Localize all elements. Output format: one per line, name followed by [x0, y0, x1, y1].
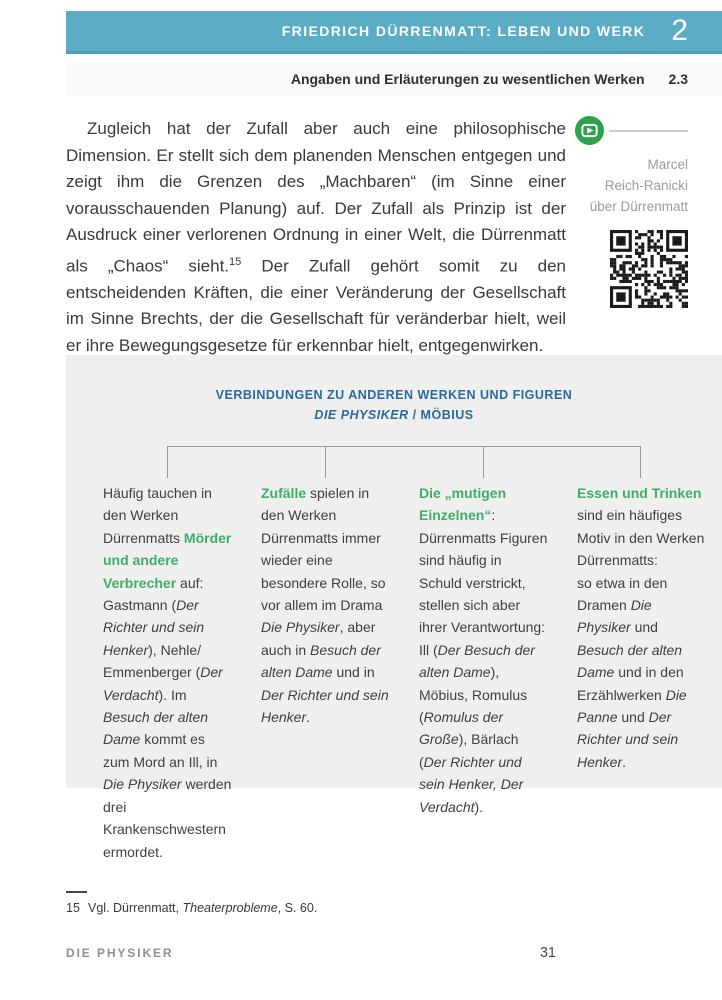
section-title: Angaben und Erläuterungen zu wesentlichen Werken [290, 71, 645, 87]
connector-tick [483, 447, 484, 478]
chapter-number: 2 [671, 14, 688, 47]
footnote [66, 901, 317, 915]
video-play-icon[interactable] [575, 116, 604, 145]
chapter-title: FRIEDRICH DÜRRENMATT: LEBEN UND WERK [281, 23, 646, 39]
infobox-column-eat-drink: Essen und Trinken sind ein häufiges Motiv in den Werken Dürrenmatts: so etwa in den Dramen Die Physiker und Besuch der alten Dame und in den Erzählwerken Die Panne und Der Richter und sein Henker. [577, 485, 705, 770]
infobox-column-murderers: Häufig tauchen in den Werken Dürrenmatts Mörder und andere Verbrecher auf: Gastmann (Der Richter und sein Henker), Nehle/ Emmenberger (Der Verdacht). Im Besuch der alten Dame kommt es zum Mord an Ill, in Die Physiker werden drei Krankenschwestern ermordet. [103, 485, 232, 860]
infobox-column-coincidences: Zufälle spielen in den Werken Dürrenmatts immer wieder eine besondere Rolle, so vor allem im Drama Die Physiker, aber auch in Besuch der alten Dame und in Der Richter und sein Henker. [261, 485, 389, 726]
page-number: 31 [539, 945, 556, 961]
connector-bracket [167, 446, 641, 478]
margin-caption [575, 154, 688, 217]
margin-caption-line: über Dürrenmatt [589, 199, 688, 214]
connector-tick [167, 447, 168, 478]
footnote-divider [66, 891, 87, 893]
qr-code[interactable] [575, 230, 688, 308]
page-footer [66, 945, 556, 961]
divider-line [609, 130, 688, 132]
margin-note [575, 116, 688, 308]
margin-caption-line: Reich-Ranicki [604, 178, 688, 193]
chapter-header [66, 11, 722, 54]
section-number: 2.3 [668, 71, 688, 87]
infobox-columns [103, 482, 706, 863]
connector-tick [640, 447, 641, 478]
connector-tick [325, 447, 326, 478]
footnote-text: Vgl. Dürrenmatt, Theaterprobleme, S. 60. [88, 901, 318, 915]
body-paragraph: Zugleich hat der Zufall aber auch eine philosophische Dimension. Er stellt sich dem planenden Menschen entgegen und zeigt ihm die Grenzen des „Machbaren“ (im Sinne einer vorausschauenden Planung) auf. Der Zufall als Prinzip ist der Ausdruck einer verlorenen Ordnung in einer Welt, die Dürrenmatt als „Chaos“ sieht.$^{15}$ Der Zufall gehört somit zu den entscheidenden Kräften, die einer Veränderung der Gesellschaft im Sinne Brechts, der die Gesellschaft für veränderbar hielt, weil er ihre Bewegungsgesetze für erkennbar hielt, entgegenwirken. [66, 119, 566, 355]
section-header [66, 62, 722, 96]
infobox-title: VERBINDUNGEN ZU ANDEREN WERKEN UND FIGUREN [215, 388, 573, 402]
running-title: DIE PHYSIKER [66, 946, 174, 960]
media-row [575, 116, 688, 145]
margin-caption-line: Marcel [647, 157, 688, 172]
footnote-number: 15 [66, 901, 80, 915]
infobox [66, 355, 722, 860]
infobox-column-brave-individuals: Die „mutigen Einzelnen“: Dürrenmatts Figuren sind häufig in Schuld verstrickt, stellen sich aber ihrer Verantwortung: Ill (Der Besuch der alten Dame), Möbius, Romulus (Romulus der Große), Bärlach (Der Richter und sein Henker, Der Verdacht). [419, 485, 548, 815]
infobox-subtitle: DIE PHYSIKER / MÖBIUS [314, 408, 474, 422]
